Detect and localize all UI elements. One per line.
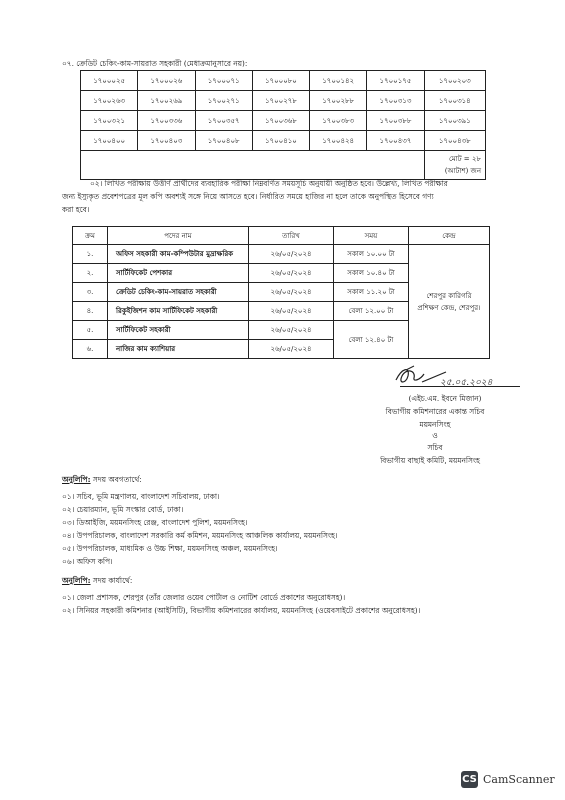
roll-number-cell: ১৭০০৩৬৮	[252, 111, 309, 131]
roll-number-table	[80, 70, 486, 180]
post-cell: ক্রেডিট চেকিং-কাম-সায়রাত সহকারী	[108, 283, 249, 302]
copy-2-title: অনুলিপি:	[62, 576, 91, 585]
roll-number-cell: ১৭০০২৭১	[195, 91, 252, 111]
copy-2-subtitle: সদয় কার্যার্থে:	[90, 576, 133, 585]
total-count-words: (আটাশ) জন	[444, 167, 481, 175]
date-cell: ২৬/০৫/২০২৪	[249, 302, 334, 321]
total-row	[81, 151, 486, 180]
list-item: ০২। চেয়ারম্যান, ভূমি সংস্কার বোর্ড, ঢাকা।	[62, 505, 184, 514]
copy-1-heading	[62, 475, 142, 485]
time-cell: বেলা ১২.৪০ টা	[334, 321, 409, 359]
list-item: ০১। জেলা প্রশাসক, শেরপুর (তাঁর জেলার ওয়েব পোর্টাল ও নোটিশ বোর্ডে প্রকাশের অনুরোধসহ)।	[62, 593, 346, 602]
signatory-title-2: ময়মনসিংহ	[419, 420, 451, 429]
serial-cell: ৪.	[73, 302, 108, 321]
roll-number-cell: ১৭০০২৬৯	[138, 91, 195, 111]
center-line-2: প্রশিক্ষণ কেন্দ্র, শেরপুর।	[417, 303, 481, 312]
table-row	[81, 91, 486, 111]
copy-2-heading	[62, 576, 132, 586]
copy-1-subtitle: সদয় অবগতার্থে:	[90, 475, 142, 484]
copy-1-title: অনুলিপি:	[62, 475, 91, 484]
camscanner-text: CamScanner	[483, 773, 555, 786]
serial-cell: ২.	[73, 264, 108, 283]
post-cell: নাজির কাম ক্যাশিয়ার	[108, 340, 249, 359]
time-cell: সকাল ১১.২০ টা	[334, 283, 409, 302]
header-time: সময়	[334, 227, 409, 245]
roll-number-cell: ১৭০০৩৮৮	[367, 111, 424, 131]
list-item: ০৬। অফিস কপি।	[62, 557, 113, 566]
header-date: তারিখ	[249, 227, 334, 245]
signatory-title-4: সচিব	[427, 443, 443, 452]
roll-number-cell: ১৭০০২৭৮	[252, 91, 309, 111]
date-cell: ২৬/০৫/২০২৪	[249, 264, 334, 283]
date-cell: ২৬/০৫/২০২৪	[249, 245, 334, 264]
signature-line	[400, 386, 520, 387]
roll-number-cell: ১৭০০০২৫	[81, 71, 138, 91]
roll-number-cell: ১৭০০২০৩	[424, 71, 485, 91]
center-cell	[409, 245, 490, 359]
time-cell: বেলা ১২.০০ টা	[334, 302, 409, 321]
post-cell: রিকুইজিশন কাম সার্টিফিকেট সহকারী	[108, 302, 249, 321]
date-cell: ২৬/০৫/২০২৪	[249, 283, 334, 302]
date-cell: ২৬/০৫/২০২৪	[249, 340, 334, 359]
roll-number-cell: ১৭০০২৮৮	[310, 91, 367, 111]
roll-number-cell: ১৭০০১৪২	[310, 71, 367, 91]
table-row	[73, 245, 490, 264]
serial-cell: ৫.	[73, 321, 108, 340]
total-cell	[424, 151, 485, 180]
roll-number-cell: ১৭০০৪০৮	[195, 131, 252, 151]
list-item: ০৪। উপপরিচালক, বাংলাদেশ সরকারি কর্ম কমিশন, ময়মনসিংহ আঞ্চলিক কার্যালয়, ময়মনসিংহ।	[62, 531, 338, 540]
roll-number-cell: ১৭০০৩২১	[81, 111, 138, 131]
roll-number-cell: ১৭০০৩১৪	[424, 91, 485, 111]
signatory-title-1: বিভাগীয় কমিশনারের একান্ত সচিব	[385, 407, 485, 416]
section-7-heading: ০৭. ক্রেডিট চেকিং-কাম-সায়রাত সহকারী (মেধাক্রমানুসারে নয়):	[62, 59, 248, 68]
table-row	[81, 131, 486, 151]
total-spacer-cell	[81, 151, 425, 180]
roll-number-cell: ১৭০০৩৩৬	[138, 111, 195, 131]
serial-cell: ৩.	[73, 283, 108, 302]
header-center: কেন্দ্র	[409, 227, 490, 245]
roll-number-cell: ১৭০০০৮০	[252, 71, 309, 91]
camscanner-logo-icon: CS	[461, 771, 478, 788]
time-cell: সকাল ১০.৪০ টা	[334, 264, 409, 283]
header-post: পদের নাম	[108, 227, 249, 245]
paragraph-2-line-2: জন্য ইস্যুকৃত প্রবেশপত্রের মূল কপি অবশ্যই সঙ্গে নিয়ে আসতে হবে। নির্ধারিত সময়ে হাজির না হলে তাকে অনুপস্থিত হিসেবে গণ্য	[62, 192, 434, 201]
roll-number-cell: ১৭০০৪০০	[81, 131, 138, 151]
roll-number-cell: ১৭০০৩৫৭	[195, 111, 252, 131]
signatory-name: (এইচ.এম. ইবনে মিজান)	[408, 394, 482, 403]
roll-number-cell: ১৭০০৪৩৭	[367, 131, 424, 151]
roll-number-cell: ১৭০০৪১০	[252, 131, 309, 151]
total-count: মোট = ২৮	[449, 155, 481, 163]
post-cell: অফিস সহকারী কাম-কম্পিউটার মুদ্রাক্ষরিক	[108, 245, 249, 264]
date-cell: ২৬/০৫/২০২৪	[249, 321, 334, 340]
center-line-1: শেরপুর কারিগরি	[426, 291, 472, 300]
exam-schedule-table	[72, 226, 490, 359]
serial-cell: ৬.	[73, 340, 108, 359]
roll-number-cell: ১৭০০৪২৪	[310, 131, 367, 151]
roll-number-cell: ১৭০০৩৮৩	[310, 111, 367, 131]
list-item: ০২। সিনিয়র সহকারী কমিশনার (আইসিটি), বিভাগীয় কমিশনারের কার্যালয়, ময়মনসিংহ (ওয়েবসাইটে প্রকাশের অনুরোধসহ)।	[62, 606, 421, 615]
header-serial: ক্রম	[73, 227, 108, 245]
serial-cell: ১.	[73, 245, 108, 264]
time-cell: সকাল ১০.০০ টা	[334, 245, 409, 264]
paragraph-2-line-1: ০২। লিখিত পরীক্ষায় উত্তীর্ণ প্রার্থীদের ব্যবহারিক পরীক্ষা নিম্নবর্ণিত সময়সূচি অনুযায়ী অনুষ্ঠিত হবে। উল্লেখ্য, লিখিত পরীক্ষার	[90, 179, 448, 188]
list-item: ০৩। ডিআইজি, ময়মনসিংহ রেঞ্জ, বাংলাদেশ পুলিশ, ময়মনসিংহ।	[62, 518, 248, 527]
post-cell: সার্টিফিকেট পেশকার	[108, 264, 249, 283]
roll-number-cell: ১৭০০৪০৩	[138, 131, 195, 151]
roll-number-cell: ১৭০০০২৬	[138, 71, 195, 91]
list-item: ০১। সচিব, ভূমি মন্ত্রণালয়, বাংলাদেশ সচিবালয়, ঢাকা।	[62, 492, 220, 501]
table-row	[81, 111, 486, 131]
roll-number-cell: ১৭০০১৭৫	[367, 71, 424, 91]
signature-date: ২৫.০৫.২০২৪	[440, 378, 493, 388]
table-row	[81, 71, 486, 91]
list-item: ০৫। উপপরিচালক, মাধ্যমিক ও উচ্চ শিক্ষা, ময়মনসিংহ অঞ্চল, ময়মনসিংহ।	[62, 544, 278, 553]
roll-number-cell: ১৭০০০৭১	[195, 71, 252, 91]
roll-number-cell: ১৭০০৪৩৮	[424, 131, 485, 151]
roll-number-cell: ১৭০০৩১৩	[367, 91, 424, 111]
roll-number-cell: ১৭০০৩৯১	[424, 111, 485, 131]
signatory-title-3: ও	[432, 431, 438, 440]
signatory-title-5: বিভাগীয় বাছাই কমিটি, ময়মনসিংহ	[380, 456, 480, 465]
post-cell: সার্টিফিকেট সহকারী	[108, 321, 249, 340]
roll-number-cell: ১৭০০২৬৩	[81, 91, 138, 111]
paragraph-2-line-3: করা হবে।	[62, 205, 90, 214]
